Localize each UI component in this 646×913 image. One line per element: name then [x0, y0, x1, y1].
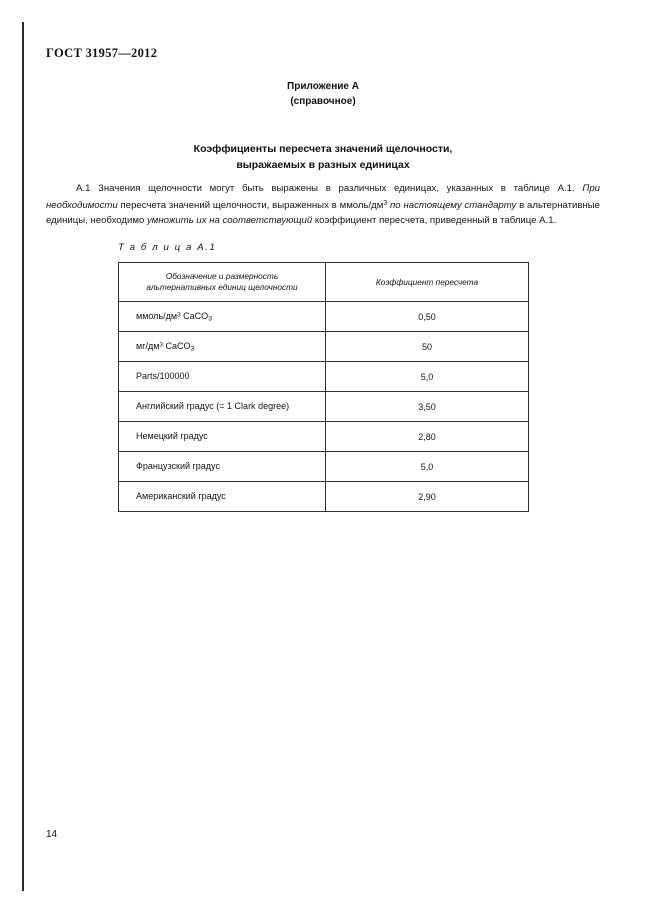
table-header-units	[119, 263, 326, 302]
page-title	[73, 141, 573, 173]
table-row	[119, 362, 529, 392]
table-header-units-line-2: альтернативных единиц щелочности	[146, 282, 298, 292]
unit-subscript: 3	[208, 315, 212, 323]
paragraph-part-3: в альтернативные единицы, необходимо	[46, 200, 600, 227]
unit-main: мг/дм	[136, 340, 160, 351]
unit-tail: CaCO	[163, 340, 191, 351]
table-cell-coefficient: 2,80	[326, 422, 529, 452]
page-title-line-2: выражаемых в разных единицах	[236, 159, 410, 171]
table-row	[119, 392, 529, 422]
unit-main: Parts/100000	[136, 370, 190, 381]
table-cell-coefficient: 50	[326, 332, 529, 362]
page-title-line-1: Коэффициенты пересчета значений щелочности,	[193, 143, 453, 155]
table-header-coefficient: Коэффициент пересчета	[326, 263, 529, 302]
table-cell-coefficient: 5,0	[326, 362, 529, 392]
unit-main: Американский градус	[136, 490, 226, 501]
table-cell-coefficient: 3,50	[326, 392, 529, 422]
unit-superscript: 3	[177, 310, 181, 318]
paragraph-italic-2: по настоящему стандарту	[387, 200, 517, 212]
page-number: 14	[46, 829, 58, 840]
table-cell-unit	[119, 452, 326, 482]
appendix-kind: (справочное)	[290, 96, 356, 107]
paragraph-italic-1: При необходимости	[46, 183, 600, 212]
paragraph-part-4: коэффициент пересчета, приведенный в таблице А.1.	[312, 215, 557, 227]
unit-tail: CaCO	[180, 310, 209, 321]
table-cell-unit	[119, 332, 326, 362]
unit-subscript: 3	[190, 345, 195, 353]
appendix-label: Приложение А	[287, 81, 359, 92]
table-row	[119, 302, 529, 332]
table-row	[119, 422, 529, 452]
table-header-row	[119, 263, 529, 302]
table-row	[119, 452, 529, 482]
table-cell-unit	[119, 302, 326, 332]
table-cell-coefficient: 5,0	[326, 452, 529, 482]
unit-main: Французский градус	[136, 460, 220, 471]
table-cell-unit	[119, 422, 326, 452]
left-margin-rule	[22, 22, 24, 891]
table-cell-coefficient: 0,50	[326, 302, 529, 332]
table-row	[119, 332, 529, 362]
table-row	[119, 482, 529, 512]
unit-main: ммоль/дм	[136, 310, 178, 321]
table-cell-coefficient: 2,90	[326, 482, 529, 512]
unit-superscript: 3	[159, 340, 164, 348]
table-caption: Т а б л и ц а А.1	[118, 242, 217, 253]
standard-header: ГОСТ 31957—2012	[46, 46, 158, 60]
table-cell-unit	[119, 482, 326, 512]
table-header-units-line-1: Обозначение и размерность	[165, 271, 279, 281]
paragraph-part-1: А.1 Значения щелочности могут быть выражены в различных единицах, указанных в таблице А.1.	[76, 183, 583, 194]
table-cell-unit	[119, 362, 326, 392]
body-paragraph	[46, 181, 600, 229]
paragraph-superscript-1: 3	[383, 200, 388, 208]
paragraph-part-2: пересчета значений щелочности, выраженных в ммоль/дм	[117, 200, 384, 212]
paragraph-italic-3: умножить их на соответствующий	[146, 215, 313, 227]
table-cell-unit	[119, 392, 326, 422]
conversion-coefficients-table	[118, 262, 529, 512]
unit-main: Немецкий градус	[136, 430, 208, 441]
unit-main: Английский градус (= 1 Clark degree)	[136, 400, 290, 411]
appendix-heading	[0, 79, 646, 109]
